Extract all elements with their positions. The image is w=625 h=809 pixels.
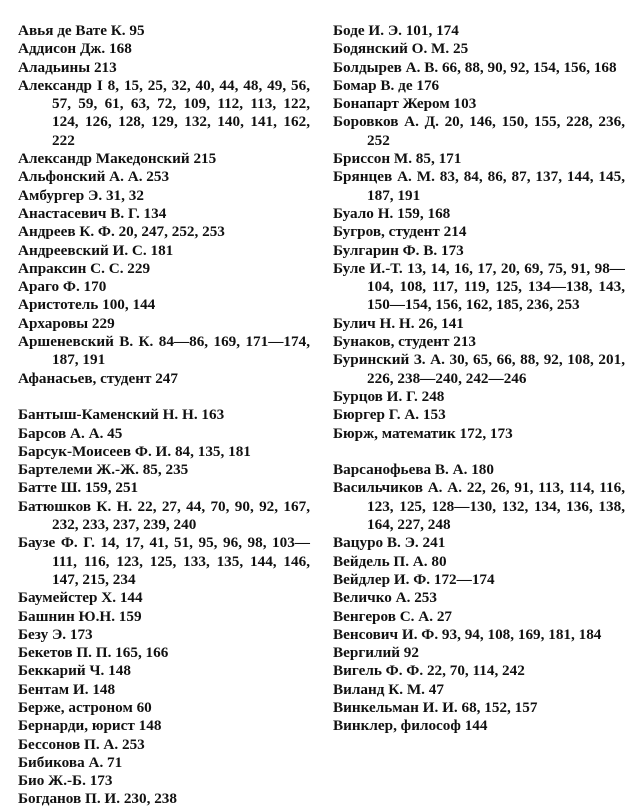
index-entry: Араго Ф. 170 [18, 278, 107, 296]
index-entry: Батюшков К. Н. 22, 27, 44, 70, 90, 92, 167, 232, 233, 237, 239, 240 [18, 497, 310, 534]
index-entry: Вацуро В. Э. 241 [333, 534, 446, 552]
index-entry: Амбургер Э. 31, 32 [18, 186, 144, 204]
index-entry: Васильчиков А. А. 22, 26, 91, 113, 114, 116, 123, 125, 128—130, 132, 134, 136, 138, 164, 227, 248 [333, 479, 625, 534]
index-entry: Безу Э. 173 [18, 625, 93, 643]
index-entry: Барсук-Моисеев Ф. И. 84, 135, 181 [18, 442, 251, 460]
index-entry: Боде И. Э. 101, 174 [333, 22, 459, 39]
index-entry: Барсов А. А. 45 [18, 424, 123, 442]
index-entry: Бомар В. де 176 [333, 76, 440, 94]
index-entry: Брянцев А. М. 83, 84, 86, 87, 137, 144, 145, 187, 191 [333, 168, 625, 204]
index-entry: Аддисон Дж. 168 [18, 40, 132, 58]
index-entry: Венгеров С. А. 27 [333, 607, 453, 625]
index-entry: Анастасевич В. Г. 134 [18, 204, 167, 222]
index-entry: Вергилий 92 [333, 644, 419, 662]
index-entry: Вейдлер И. Ф. 172—174 [333, 570, 495, 588]
index-entry: Аршеневский В. К. 84—86, 169, 171—174, 187, 191 [18, 333, 310, 369]
index-entry: Андреев К. Ф. 20, 247, 252, 253 [18, 223, 225, 241]
index-entry: Апраксин С. С. 229 [18, 259, 151, 277]
index-entry: Буле И.-Т. 13, 14, 16, 17, 20, 69, 75, 91, 98—104, 108, 117, 119, 125, 134—138, 143, 150—154, 156, 162, 185, 236, 253 [333, 259, 625, 314]
index-column-left [18, 22, 310, 809]
index-entry: Богданов П. И. 230, 238 [18, 790, 177, 808]
index-entry: Винкельман И. И. 68, 152, 157 [333, 698, 538, 716]
index-entry: Аладьины 213 [18, 58, 117, 76]
index-entry: Андреевский И. С. 181 [18, 241, 174, 259]
index-entry: Берже, астроном 60 [18, 698, 152, 716]
index-entry: Бартелеми Ж.-Ж. 85, 235 [18, 461, 189, 479]
index-entry: Бантыш-Каменский Н. Н. 163 [18, 406, 225, 424]
index-entry: Буало Н. 159, 168 [333, 204, 451, 222]
index-entry: Болдырев А. В. 66, 88, 90, 92, 154, 156, 168 [333, 58, 617, 76]
index-entry: Баузе Ф. Г. 14, 17, 41, 51, 95, 96, 98, 103—111, 116, 123, 125, 133, 135, 144, 146, 147, 215, 234 [18, 534, 310, 588]
index-entry: Боровков А. Д. 20, 146, 150, 155, 228, 236, 252 [333, 113, 625, 149]
index-entry: Бунаков, студент 213 [333, 333, 477, 351]
index-entry: Бернарди, юрист 148 [18, 717, 162, 735]
index-entry: Бессонов П. А. 253 [18, 735, 145, 753]
index-entry: Величко А. 253 [333, 589, 437, 607]
index-entry: Бугров, студент 214 [333, 223, 467, 241]
index-entry: Бекетов П. П. 165, 166 [18, 644, 169, 662]
index-entry: Авья де Вате К. 95 [18, 22, 145, 39]
index-entry: Вигель Ф. Ф. 22, 70, 114, 242 [333, 662, 525, 680]
index-entry: Бибикова А. 71 [18, 753, 123, 771]
index-entry: Александр Македонский 215 [18, 150, 217, 168]
letter-section-gap [18, 388, 310, 406]
index-entry: Александр I 8, 15, 25, 32, 40, 44, 48, 49, 56, 57, 59, 61, 63, 72, 109, 112, 113, 122, 124, 126, 128, 129, 132, 140, 141, 162, 222 [18, 76, 310, 149]
index-column-right [333, 22, 625, 736]
index-entry: Башнин Ю.Н. 159 [18, 607, 142, 625]
index-entry: Био Ж.-Б. 173 [18, 772, 113, 790]
index-entry: Батте Ш. 159, 251 [18, 479, 139, 497]
index-entry: Афанасьев, студент 247 [18, 369, 178, 387]
index-entry: Булич Н. Н. 26, 141 [333, 314, 464, 332]
index-entry: Бюрж, математик 172, 173 [333, 424, 513, 442]
index-entry: Винклер, философ 144 [333, 717, 488, 735]
index-entry: Варсанофьева В. А. 180 [333, 461, 494, 479]
index-entry: Бонапарт Жером 103 [333, 95, 477, 113]
index-entry: Буринский З. А. 30, 65, 66, 88, 92, 108, 201, 226, 238—240, 242—246 [333, 351, 625, 387]
index-entry: Беккарий Ч. 148 [18, 662, 131, 680]
index-entry: Архаровы 229 [18, 314, 115, 332]
index-entry: Вейдель П. А. 80 [333, 552, 447, 570]
index-entry: Бюргер Г. А. 153 [333, 406, 446, 424]
index-entry: Бодянский О. М. 25 [333, 40, 469, 58]
index-entry: Бриссон М. 85, 171 [333, 150, 462, 168]
index-entry: Альфонский А. А. 253 [18, 168, 170, 186]
index-entry: Баумейстер Х. 144 [18, 589, 143, 607]
index-entry: Бурцов И. Г. 248 [333, 387, 445, 405]
letter-section-gap [333, 443, 625, 461]
index-entry: Аристотель 100, 144 [18, 296, 156, 314]
index-entry: Бентам И. 148 [18, 680, 116, 698]
index-entry: Виланд К. М. 47 [333, 680, 444, 698]
index-entry: Булгарин Ф. В. 173 [333, 241, 464, 259]
index-entry: Венсович И. Ф. 93, 94, 108, 169, 181, 184 [333, 625, 602, 643]
